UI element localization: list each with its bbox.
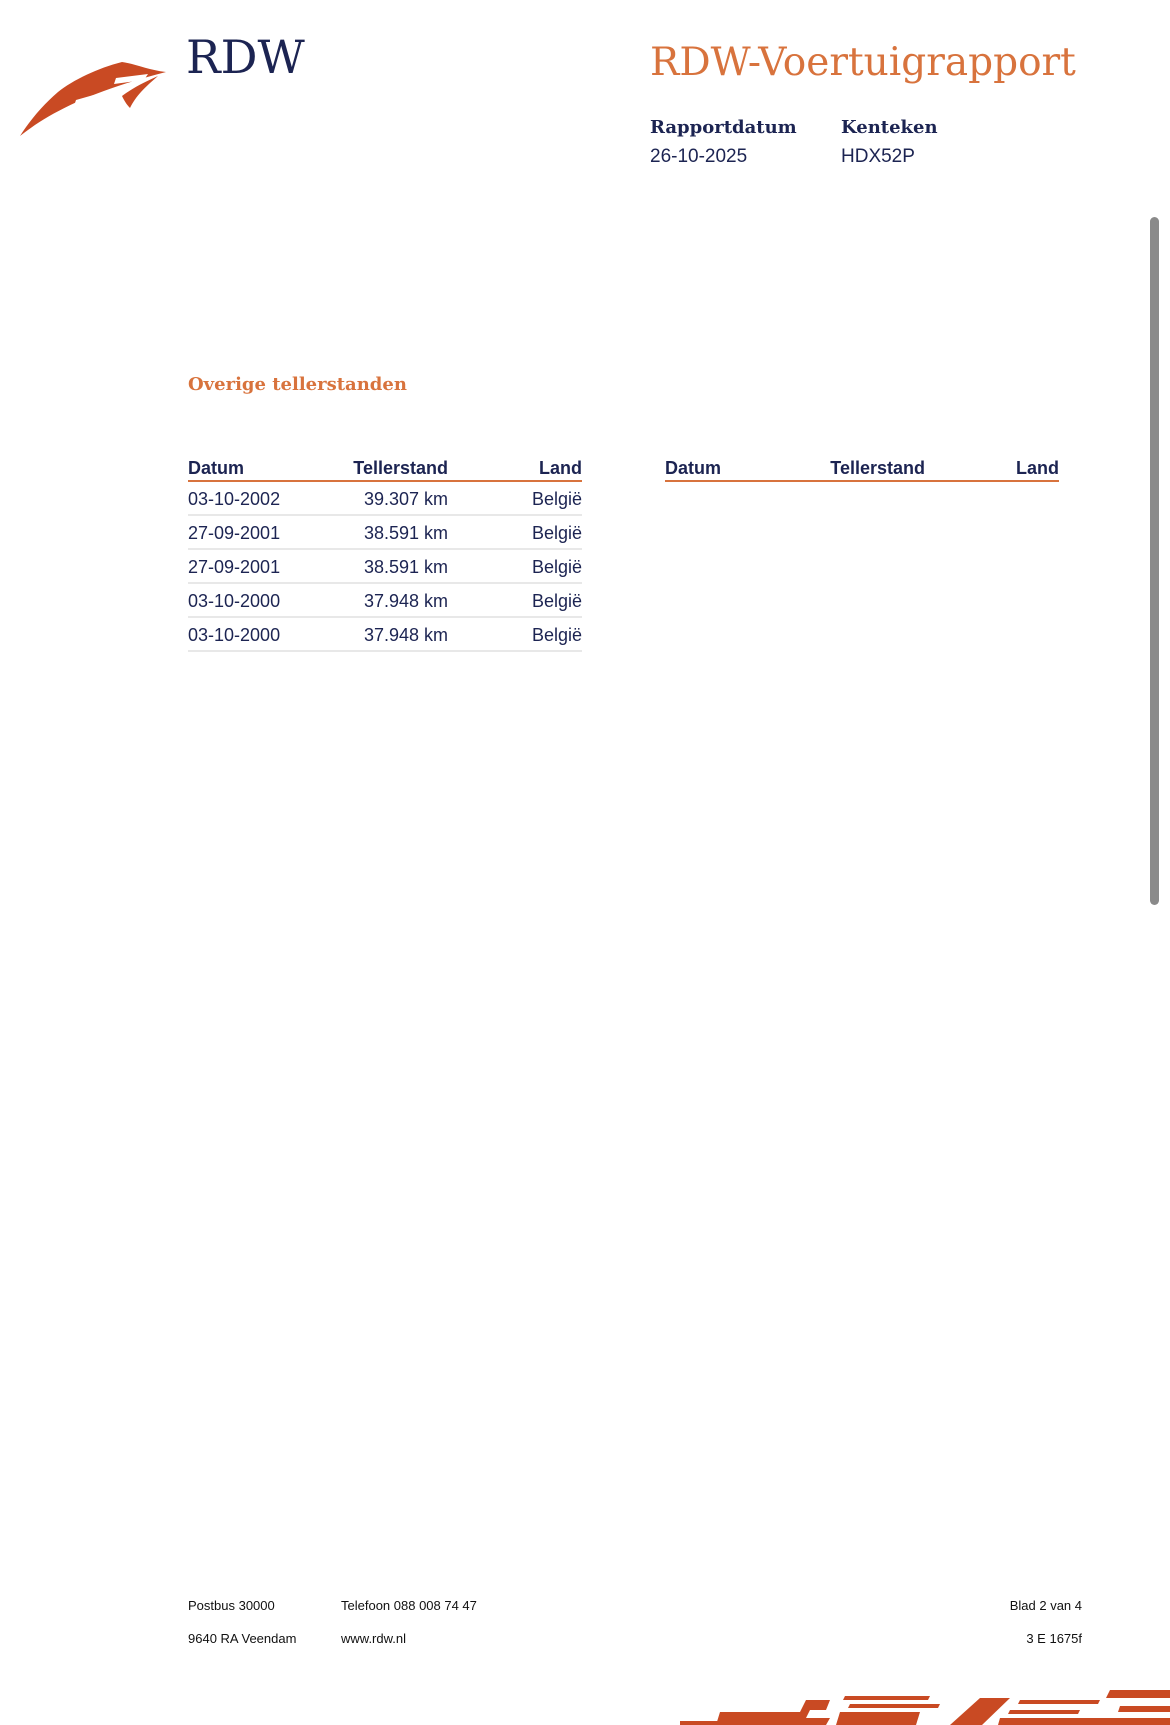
cell-date: 03-10-2000 [188, 591, 281, 611]
section-title: Overige tellerstanden [188, 374, 407, 395]
report-date-value: 26-10-2025 [650, 146, 748, 167]
cell-date: 27-09-2001 [188, 557, 281, 577]
plate-label: Kenteken [841, 117, 938, 138]
table-header [188, 456, 582, 482]
cell-date: 27-09-2001 [188, 523, 281, 543]
cell-date: 03-10-2000 [188, 625, 281, 645]
cell-reading: 37.948 km [363, 625, 448, 645]
footer-address-line2: 9640 RA Veendam [188, 1631, 297, 1646]
odometer-table-right [665, 456, 1059, 482]
footer-document-code: 3 E 1675f [1026, 1631, 1082, 1646]
column-header-date: Datum [665, 458, 722, 478]
cell-reading: 39.307 km [363, 489, 448, 509]
cell-country: België [531, 625, 582, 645]
cell-country: België [531, 591, 582, 611]
footer-stripes-decoration [680, 1690, 1170, 1725]
table-header [665, 456, 1059, 482]
column-header-reading: Tellerstand [830, 458, 925, 478]
column-header-country: Land [539, 458, 582, 478]
footer-phone: Telefoon 088 008 74 47 [341, 1598, 477, 1613]
table-row [188, 482, 582, 516]
table-row [188, 516, 582, 550]
rdw-logo-icon [18, 62, 168, 140]
vertical-scrollbar[interactable] [1150, 217, 1159, 905]
cell-country: België [531, 523, 582, 543]
report-date-label: Rapportdatum [650, 117, 797, 138]
column-header-country: Land [1016, 458, 1059, 478]
cell-date: 03-10-2002 [188, 489, 281, 509]
logo-text: RDW [186, 30, 305, 84]
cell-reading: 38.591 km [363, 557, 448, 577]
column-header-reading: Tellerstand [353, 458, 448, 478]
page-title: RDW-Voertuigrapport [650, 40, 1076, 85]
footer-address-line1: Postbus 30000 [188, 1598, 275, 1613]
table-row [188, 550, 582, 584]
table-row [188, 584, 582, 618]
column-header-date: Datum [188, 458, 245, 478]
cell-country: België [531, 489, 582, 509]
plate-value: HDX52P [841, 146, 915, 167]
footer-website-link[interactable]: www.rdw.nl [341, 1631, 407, 1646]
table-row [188, 618, 582, 652]
odometer-table-left [188, 456, 582, 652]
cell-reading: 38.591 km [363, 523, 448, 543]
cell-country: België [531, 557, 582, 577]
footer-page-number: Blad 2 van 4 [1009, 1598, 1082, 1613]
cell-reading: 37.948 km [363, 591, 448, 611]
